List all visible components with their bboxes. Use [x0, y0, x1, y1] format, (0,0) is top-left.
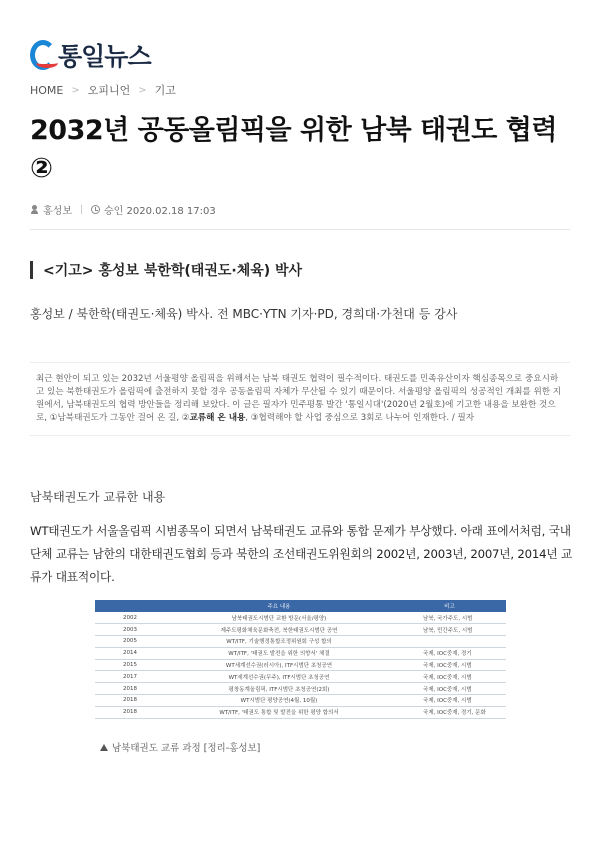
logo-mark-icon	[30, 40, 56, 70]
site-logo[interactable]	[30, 34, 151, 76]
table-cell: 2018	[95, 683, 165, 695]
triangle-up-icon	[100, 744, 108, 751]
table-row	[95, 659, 506, 671]
breadcrumb-category[interactable]: 기고	[154, 84, 176, 97]
summary-text: 최근 현안이 되고 있는 2032년 서울평양 올림픽을 위해서는 남북 태권도 협력이 필수적이다. 태권도를 민족유산이자 핵심종목으로 중요시하고 있는 북한태권도가 올림픽에 출전하지 못할 경우 공동올림픽 자체가 무산될 수 있기 때문이다. 서울평양 올림픽의 성공적인 개최를 위한 지원에서, 남북태권도의 협력 방안들을 정리해 보았다. 이 글은 필자가 민주평통 발간 '통일시대'(2020년 2월호)에 기고한 내용을 보완한 것으로, ①남북태권도가 그동안 걸어 온 길, ②	[36, 374, 562, 423]
chevron-right-icon: >	[138, 84, 147, 96]
table-cell: 제주도평화체육문화축전, 북한태권도시범단 공연	[165, 624, 393, 636]
body-paragraph: WT태권도가 서울올림픽 시범종목이 되면서 남북태권도 교류와 통합 문제가 부상했다. 아래 표에서처럼, 국내단체 교류는 남한의 대한태권도협회 등과 북한의 조선태권도위원회의 2002년, 2003년, 2007년, 2014년 교류가 대표적이다.	[30, 524, 573, 584]
subhead-bar	[30, 261, 33, 279]
table-cell: 2002	[95, 612, 165, 624]
table-header: 비고	[393, 600, 506, 612]
table-cell: 2018	[95, 706, 165, 718]
article-summary	[30, 362, 570, 436]
table-row	[95, 624, 506, 636]
summary-bold: 교류해 온 내용	[189, 413, 246, 423]
table-cell: WT세계선수권(러시아), ITF시범단 초청공연	[165, 659, 393, 671]
caption-text: 남북태권도 교류 과정 [정리-홍성보]	[112, 743, 261, 754]
table-cell: 2018	[95, 695, 165, 707]
breadcrumb-section[interactable]: 오피니언	[87, 84, 131, 97]
summary-text-end: , ③협력해야 할 사업 중심으로 3회로 나누어 인재한다. / 필자	[245, 413, 475, 423]
table-cell: WT세계선수권(무주), ITF시범단 초청공연	[165, 671, 393, 683]
table-cell: WT/ITF, '태권도 통합 및 발전을 위한 평양 합의서	[165, 706, 393, 718]
table-cell: 국제, IOC중재, 경기, 문화	[393, 706, 506, 718]
table-cell: 2014	[95, 647, 165, 659]
table-cell: 2003	[95, 624, 165, 636]
meta-divider	[81, 205, 82, 214]
table-row	[95, 683, 506, 695]
table-cell: 남북, 국가주도, 시범	[393, 612, 506, 624]
table-row	[95, 647, 506, 659]
table-caption	[100, 740, 260, 754]
clock-icon	[91, 205, 100, 214]
table-cell: WT/ITF, '태권도 발전을 위한 의향서' 체결	[165, 647, 393, 659]
table-header-row	[95, 600, 506, 612]
table-row	[95, 636, 506, 648]
table-cell: 국제, IOC중재, 경기	[393, 647, 506, 659]
breadcrumb	[30, 82, 176, 98]
table-cell	[393, 636, 506, 648]
author-byline: 홍성보 / 북한학(태권도·체육) 박사. 전 MBC·YTN 기자·PD, 경희대·가천대 등 강사	[30, 307, 458, 321]
table-cell: 2017	[95, 671, 165, 683]
article-title: 2032년 공동올림픽을 위한 남북 태권도 협력 ②	[30, 115, 557, 184]
section-title: 남북태권도가 교류한 내용	[30, 490, 166, 504]
table-row	[95, 706, 506, 718]
breadcrumb-home[interactable]: HOME	[30, 83, 64, 97]
logo-text: 통일뉴스	[58, 42, 151, 71]
table-cell: 2015	[95, 659, 165, 671]
table-cell: WT/ITF, 기술행정통합조정위원회 구성 합의	[165, 636, 393, 648]
table-cell: WT시범단 평양공연(4월, 10월)	[165, 695, 393, 707]
subhead	[30, 259, 302, 281]
person-icon	[30, 205, 39, 214]
table-header	[95, 600, 165, 612]
author-name[interactable]: 홍성보	[43, 206, 72, 217]
article-meta	[30, 202, 216, 217]
subhead-text: <기고> 홍성보 북한학(태권도·체육) 박사	[43, 263, 303, 279]
exchange-table-image	[95, 600, 506, 719]
table-row	[95, 671, 506, 683]
chevron-right-icon: >	[71, 84, 80, 96]
table-header: 주요 내용	[165, 600, 393, 612]
table-cell: 국제, IOC중재, 시범	[393, 659, 506, 671]
table-cell: 남북태권도시범단 교환 방문(서울/평양)	[165, 612, 393, 624]
table-cell: 국제, IOC중재, 시범	[393, 671, 506, 683]
table-cell: 국제, IOC중재, 시범	[393, 683, 506, 695]
divider	[30, 229, 570, 230]
table-row	[95, 695, 506, 707]
approved-date: 승인 2020.02.18 17:03	[103, 206, 216, 217]
table-cell: 평창동계올림픽, ITF시범단 초청공연(2회)	[165, 683, 393, 695]
table-cell: 2005	[95, 636, 165, 648]
table-row	[95, 612, 506, 624]
table-cell: 국제, IOC중재, 시범	[393, 695, 506, 707]
table-cell: 남북, 민간주도, 시범	[393, 624, 506, 636]
exchange-table	[95, 600, 506, 719]
